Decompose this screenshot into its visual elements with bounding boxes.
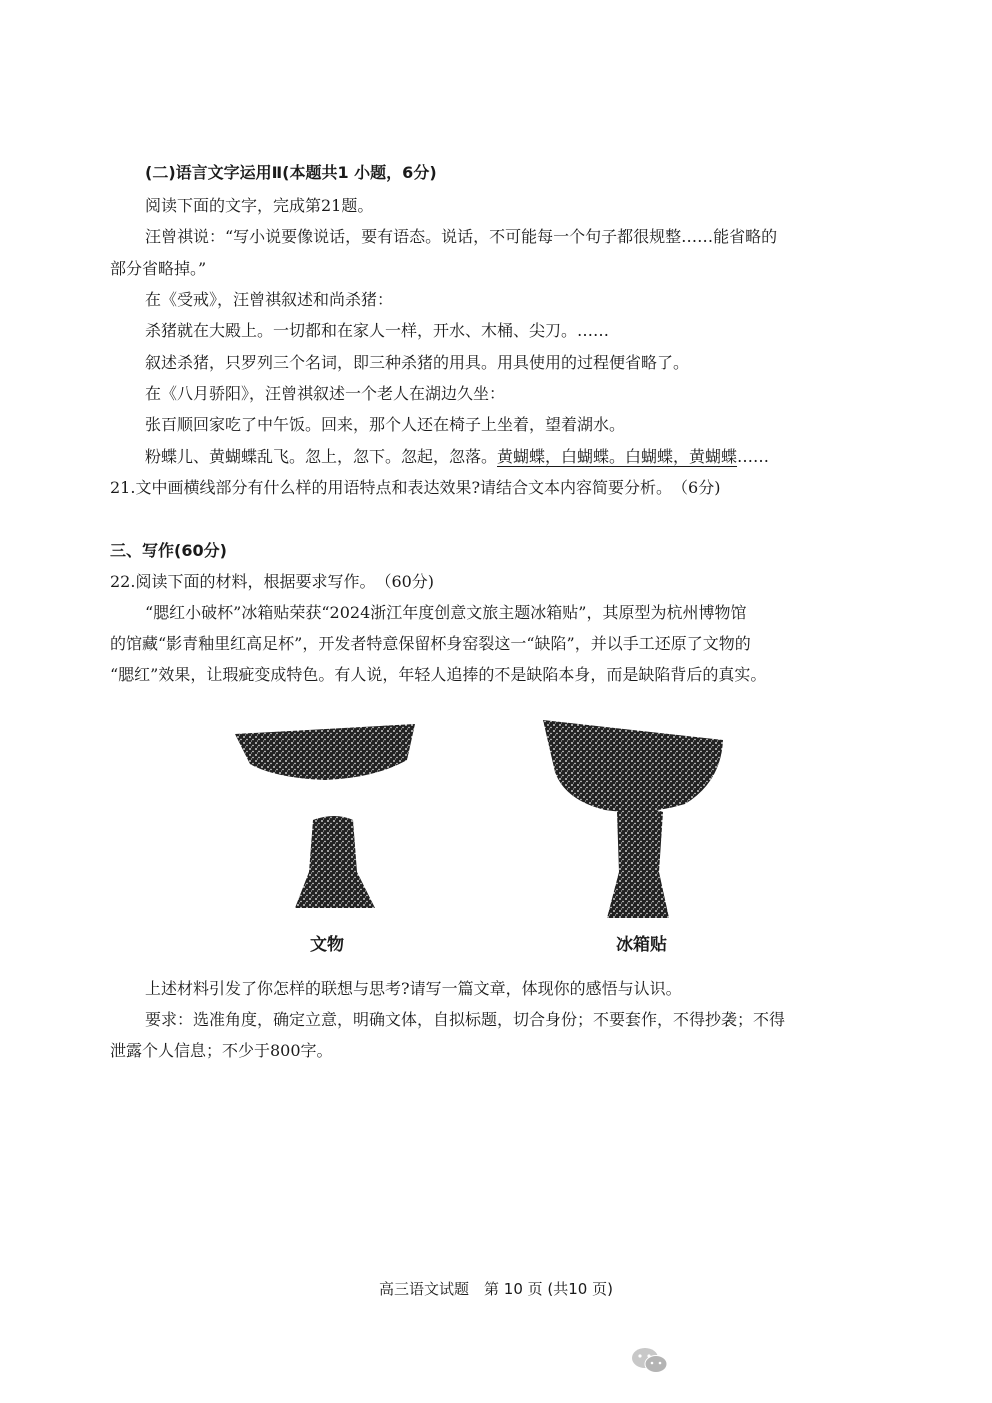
question-22: 22.阅读下面的材料，根据要求写作。 （60分) [110, 572, 435, 591]
artifact-caption: 文物 [310, 935, 344, 955]
section-2-heading: (二)语言文字运用Ⅱ(本题共1 小题，6分) [145, 163, 437, 182]
butterfly-plain: 粉蝶儿、黄蝴蝶乱飞。忽上，忽下。忽起，忽落。 [145, 447, 498, 466]
fridge-magnet-bowl [543, 720, 723, 812]
butterfly-tail: …… [737, 447, 770, 466]
material-line-2: 的馆藏“影青釉里红高足杯”，开发者特意保留杯身窑裂这一“缺陷”，并以手工还原了文物的 [110, 634, 751, 653]
artifact-cup-image [225, 712, 425, 927]
page-footer: 高三语文试题 第 10 页 (共10 页) [379, 1280, 613, 1298]
section-3-heading: 三、写作(60分) [110, 541, 227, 560]
bayue-excerpt: 张百顺回家吃了中午饭。回来，那个人还在椅子上坐着，望着湖水。 [145, 415, 626, 434]
requirements-line-1: 要求：选准角度，确定立意，明确文体，自拟标题，切合身份；不要套作，不得抄袭；不得 [145, 1010, 786, 1029]
writing-prompt: 上述材料引发了你怎样的联想与思考?请写一篇文章，体现你的感悟与认识。 [145, 979, 682, 998]
reading-intro: 阅读下面的文字，完成第21题。 [145, 196, 374, 215]
fridge-magnet-caption: 冰箱贴 [616, 935, 667, 955]
fridge-magnet-image [535, 712, 735, 927]
shoujie-comment: 叙述杀猪，只罗列三个名词，即三种杀猪的用具。用具使用的过程便省略了。 [145, 353, 690, 372]
butterfly-underlined: 黄蝴蝶，白蝴蝶。白蝴蝶，黄蝴蝶 [497, 447, 738, 466]
shoujie-excerpt: 杀猪就在大殿上。一切都和在家人一样，开水、木桶、尖刀。…… [145, 321, 610, 340]
artifact-cup-stem [295, 816, 375, 908]
bayue-intro: 在《八月骄阳》，汪曾祺叙述一个老人在湖边久坐： [145, 384, 506, 403]
material-line-1: “腮红小破杯”冰箱贴荣获“2024浙江年度创意文旅主题冰箱贴”，其原型为杭州博物馆 [145, 603, 747, 622]
question-21: 21.文中画横线部分有什么样的用语特点和表达效果?请结合文本内容简要分析。 （6分) [110, 478, 721, 497]
wechat-icon [630, 1345, 670, 1377]
shoujie-intro: 在《受戒》，汪曾祺叙述和尚杀猪： [145, 290, 394, 309]
butterfly-line [145, 446, 769, 468]
artifact-cup-bowl [235, 724, 415, 780]
fridge-magnet-stem [607, 808, 669, 918]
requirements-line-2: 泄露个人信息；不少于800字。 [110, 1041, 333, 1060]
wang-quote-line-2: 部分省略掉。” [110, 259, 207, 278]
material-line-3: “腮红”效果，让瑕疵变成特色。有人说，年轻人追捧的不是缺陷本身，而是缺陷背后的真实。 [110, 665, 767, 684]
wang-quote-line-1: 汪曾祺说：“写小说要像说话，要有语态。说话，不可能每一个句子都很规整……能省略的 [145, 227, 778, 246]
